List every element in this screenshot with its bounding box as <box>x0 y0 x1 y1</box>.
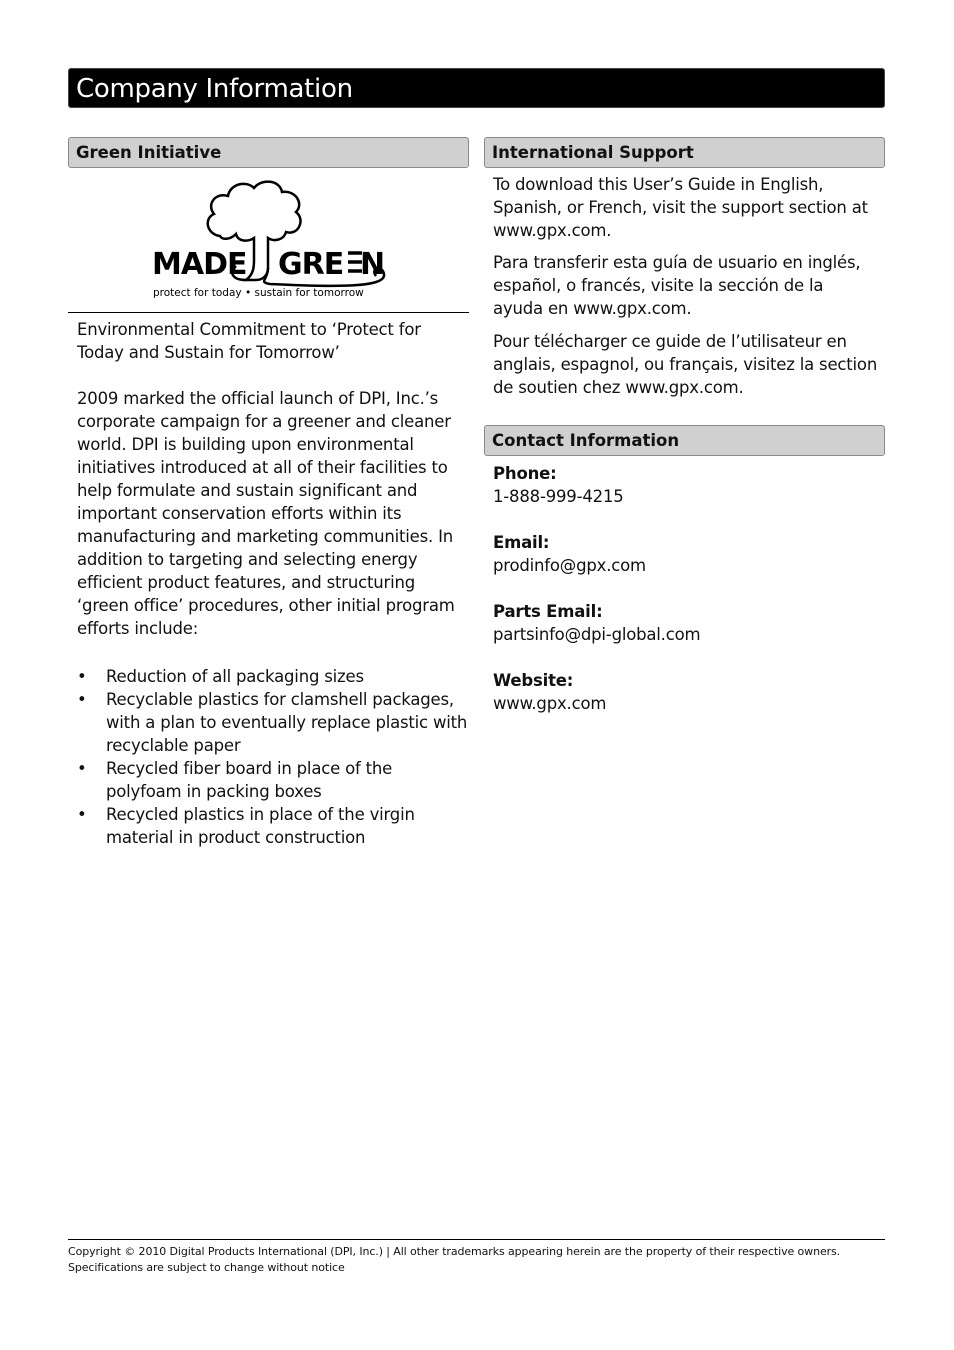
bullet-icon: • <box>77 759 87 778</box>
made-green-logo <box>150 176 390 302</box>
green-initiative-body: 2009 marked the official launch of DPI, Inc.’s corporate campaign for a greener and cleaner world. DPI is building upon environmental initiatives introduced at all of their facilities to help formulate and sustain significant and important conservation efforts within its manufacturing and marketing communities. In addition to targeting and selecting energy efficient product features, and structuring ‘green office’ procedures, other initial program efforts include: <box>77 389 455 638</box>
support-english: To download this User’s Guide in English, Spanish, or French, visit the support section at www.gpx.com. <box>493 175 868 240</box>
parts-email-label: Parts Email: <box>493 602 603 621</box>
list-item: • Recycled fiber board in place of the polyfoam in packing boxes <box>77 759 393 801</box>
bullet-icon: • <box>77 805 87 824</box>
parts-email-value: partsinfo@dpi-global.com <box>493 625 701 644</box>
support-french: Pour télécharger ce guide de l’utilisateur en anglais, espagnol, ou français, visitez la section de soutien chez www.gpx.com. <box>493 332 878 397</box>
copyright-text: Copyright © 2010 Digital Products International (DPI, Inc.) | All other trademarks appearing herein are the property of their respective owners. <box>68 1245 841 1258</box>
page-title: Company Information <box>76 74 353 104</box>
list-item: • Reduction of all packaging sizes <box>77 667 364 686</box>
svg-text:GRE: GRE <box>278 247 344 282</box>
website-value: www.gpx.com <box>493 694 607 713</box>
bullet-icon: • <box>77 667 87 686</box>
list-item: • Recyclable plastics for clamshell packages, with a plan to eventually replace plastic with recyclable paper <box>77 690 468 755</box>
svg-text:MADE: MADE <box>152 247 247 282</box>
footer <box>68 1244 885 1276</box>
website-label: Website: <box>493 671 574 690</box>
program-efforts-list <box>77 665 469 849</box>
svg-text:protect for today • sustain fo: protect for today • sustain for tomorrow <box>153 287 364 299</box>
specifications-note: Specifications are subject to change without notice <box>68 1261 345 1274</box>
phone-value: 1-888-999-4215 <box>493 487 624 506</box>
email-label: Email: <box>493 533 550 552</box>
list-item: • Recycled plastics in place of the virgin material in product construction <box>77 805 415 847</box>
green-initiative-heading: Green Initiative <box>68 137 469 168</box>
contact-information-heading: Contact Information <box>484 425 885 456</box>
phone-label: Phone: <box>493 464 557 483</box>
commitment-heading: Environmental Commitment to ‘Protect for Today and Sustain for Tomorrow’ <box>77 320 421 362</box>
support-spanish: Para transferir esta guía de usuario en inglés, español, o francés, visite la sección de la ayuda en www.gpx.com. <box>493 253 861 318</box>
bullet-icon: • <box>77 690 87 709</box>
divider <box>68 312 469 313</box>
contact-block <box>493 462 878 715</box>
page-title-bar <box>68 68 885 108</box>
email-value: prodinfo@gpx.com <box>493 556 646 575</box>
international-support-heading: International Support <box>484 137 885 168</box>
svg-text:N: N <box>360 247 386 282</box>
footer-divider <box>68 1239 885 1240</box>
